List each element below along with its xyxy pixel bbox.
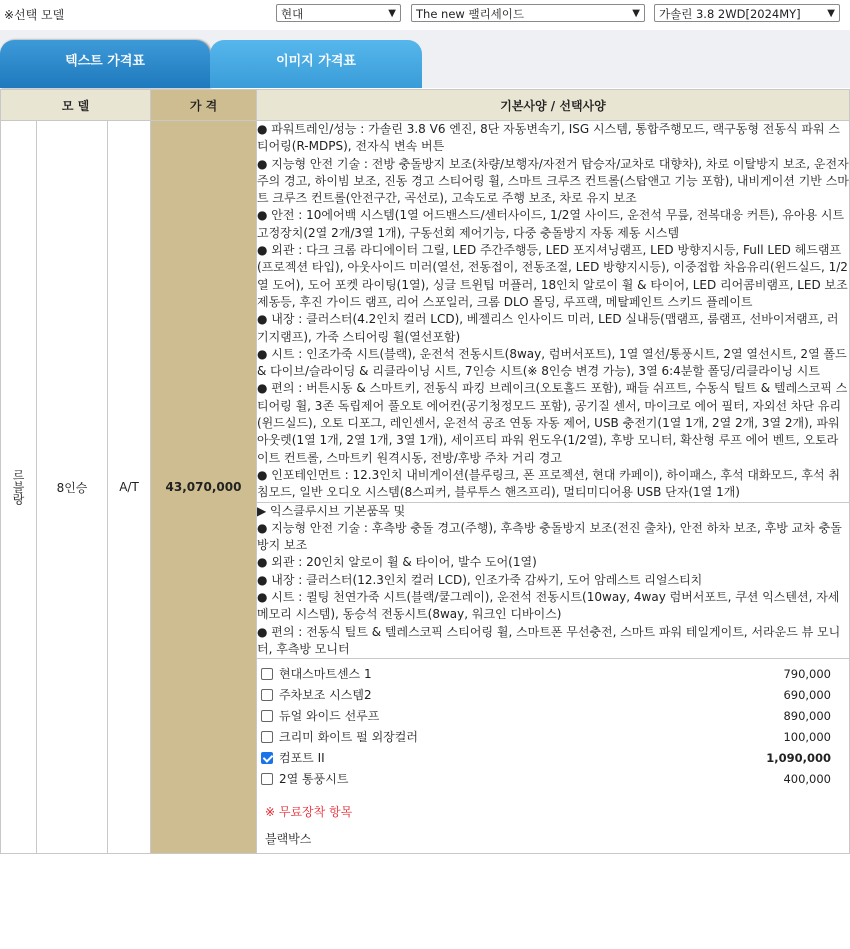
option-name: 2열 통풍시트 [279, 772, 349, 787]
spec-item: ● 파워트레인/성능 : 가솔린 3.8 V6 엔진, 8단 자동변속기, ISG 시스템, 통합주행모드, 랙구동형 전동식 파워 스티어링(R-MDPS), 전자식 변속 버튼 [257, 122, 840, 154]
option-item[interactable] [261, 747, 831, 768]
chevron-down-icon: ▼ [827, 8, 835, 19]
option-checkbox[interactable] [261, 689, 273, 701]
exclusive-spec-cell [257, 502, 850, 659]
brand-select-value: 현대 [281, 7, 304, 21]
spec-item: ▶ 익스클루시브 기본품목 및 [257, 503, 406, 518]
option-price: 690,000 [783, 687, 831, 702]
spec-item: ● 지능형 안전 기술 : 전방 충돌방지 보조(차량/보행자/자전거 탑승자/교차로 대향차), 차로 이탈방지 보조, 운전자 주의 경고, 하이빔 보조, 진동 경고 스티어링 휠, 스마트 크루즈 컨트롤(스탑앤고 기능 포함), 내비게이션 기반 스마트 크루즈 컨트롤(안전구간, 곡선로), 고속도로 주행 보조, 차로 유지 보조 [257, 156, 849, 206]
option-item[interactable] [261, 705, 831, 726]
option-price: 100,000 [783, 729, 831, 744]
price-header: 가 격 [151, 90, 257, 121]
table-row [1, 121, 850, 503]
option-item[interactable] [261, 768, 831, 789]
option-name: 컴포트 II [279, 751, 325, 766]
spec-item: ● 인포테인먼트 : 12.3인치 내비게이션(블루링크, 폰 프로젝션, 현대 카페이), 하이패스, 후석 대화모드, 후석 취침모드, 일반 오디오 시스템(8스피커, 블루투스 핸즈프리), 멀티미디어용 USB 단자(1열 1개) [257, 467, 840, 500]
chevron-down-icon: ▼ [388, 8, 396, 19]
price-cell [151, 121, 257, 854]
free-item: 블랙박스 [265, 832, 312, 847]
free-items [257, 793, 849, 853]
spec-item: ● 시트 : 인조가죽 시트(블랙), 운전석 전동시트(8way, 럼버서포트), 1열 열선/통풍시트, 2열 열선시트, 2열 폴드 & 다이브/슬라이딩 & 리클라이닝 시트, 7인승 시트(※ 8인승 변경 가능), 3열 6:4분할 폴딩/리클라이닝 시트 [257, 346, 847, 379]
spec-item: ● 시트 : 퀼팅 천연가죽 시트(블랙/쿨그레이), 운전석 전동시트(10way, 4way 럼버서포트, 쿠션 익스텐션, 자세 메모리 시스템), 동승석 전동시트(8way, 워크인 디바이스) [257, 590, 840, 622]
filter-label: ※선택 모델 [4, 8, 65, 22]
option-checkbox[interactable] [261, 731, 273, 743]
option-item[interactable] [261, 726, 831, 747]
spec-item: ● 내장 : 클러스터(12.3인치 컬러 LCD), 인조가죽 감싸기, 도어 암레스트 리얼스티치 [257, 572, 703, 587]
model-select[interactable] [411, 4, 645, 22]
option-checkbox-checked[interactable] [261, 752, 273, 764]
option-item[interactable] [261, 663, 831, 684]
free-items-title: ※ 무료장착 항목 [265, 805, 353, 820]
chevron-down-icon: ▼ [632, 8, 640, 19]
trim-name-cell [1, 121, 37, 854]
trim-select-value: 가솔린 3.8 2WD[2024MY] [659, 7, 801, 21]
model-select-value: The new 팰리세이드 [416, 7, 525, 21]
model-header: 모 델 [1, 90, 151, 121]
filter-bar [0, 0, 850, 30]
option-price: 890,000 [783, 708, 831, 723]
option-checkbox[interactable] [261, 668, 273, 680]
seats: 8인승 [56, 480, 88, 495]
option-price: 1,090,000 [766, 750, 831, 765]
trim-name: 르블랑 [11, 469, 25, 506]
spec-item: ● 내장 : 클러스터(4.2인치 컬러 LCD), 베젤리스 인사이드 미러, LED 실내등(맵램프, 룸램프, 선바이저램프, 러기지램프), 가죽 스티어링 휠(열선포함) [257, 312, 839, 344]
spec-item: ● 편의 : 버튼시동 & 스마트키, 전동식 파킹 브레이크(오토홀드 포함), 패들 쉬프트, 수동식 틸트 & 텔레스코픽 스티어링 휠, 3존 독립제어 풀오토 에어컨(공기청정모드 포함), 공기질 센서, 마이크로 에어 필터, 자외선 차단 유리(윈드실드), 오토 디포그, 레인센서, 운전석 공조 연동 자동 제어, USB 충전기(1열 1개, 2열 2개, 3열 2개), 파워 아웃렛(1열 1개, 2열 1개, 3열 1개), 세이프티 파워 윈도우(1/2열), 후방 모니터, 확산형 루프 에어 벤트, 오토라이트 컨트롤, 스마트키 원격시동, 전방/후방 주차 거리 경고 [257, 381, 848, 465]
seats-cell [37, 121, 108, 854]
option-item[interactable] [261, 684, 831, 705]
trim-select[interactable] [654, 4, 840, 22]
option-name: 현대스마트센스 1 [279, 667, 372, 682]
price-table [0, 89, 850, 854]
spec-item: ● 안전 : 10에어백 시스템(1열 어드밴스드/센터사이드, 1/2열 사이드, 운전석 무릎, 전복대응 커튼), 유아용 시트 고정장치(2열 2개/3열 1개), 구동선회 제어기능, 다중 충돌방지 자동 제동 시스템 [257, 208, 845, 240]
transmission: A/T [119, 480, 139, 495]
option-checkbox[interactable] [261, 710, 273, 722]
option-price: 400,000 [783, 771, 831, 786]
spec-item: ● 외관 : 다크 크롬 라디에이터 그릴, LED 주간주행등, LED 포지셔닝램프, LED 방향지시등, Full LED 헤드램프(프로젝션 타입), 아웃사이드 미러(열선, 전동접이, 전동조절, LED 방향지시등), 이중접합 차음유리(윈드실드, 1/2열 도어), 도어 포켓 라이팅(1열), 싱글 트윈팁 머플러, 18인치 알로이 휠 & 타이어, LED 리어콤비램프, LED 보조제동등, 후진 가이드 램프, 리어 스포일러, 크롬 DLO 몰딩, 루프랙, 메탈페인트 스키드 플레이트 [257, 243, 848, 309]
spec-item: ● 편의 : 전동식 틸트 & 텔레스코픽 스티어링 휠, 스마트폰 무선충전, 스마트 파워 테일게이트, 서라운드 뷰 모니터, 후측방 모니터 [257, 624, 841, 656]
tab-image-price[interactable]: 이미지 가격표 [210, 40, 422, 88]
option-name: 듀얼 와이드 선루프 [279, 709, 380, 724]
tab-bar [0, 30, 850, 88]
table-header-row [1, 90, 850, 121]
transmission-cell [108, 121, 151, 854]
option-name: 크리미 화이트 펄 외장컬러 [279, 730, 418, 745]
option-price: 790,000 [783, 666, 831, 681]
spec-item: ● 지능형 안전 기술 : 후측방 충돌 경고(주행), 후측방 충돌방지 보조(전진 출차), 안전 하차 보조, 후방 교차 충돌방지 보조 [257, 520, 842, 553]
options-list [257, 659, 849, 793]
option-checkbox[interactable] [261, 773, 273, 785]
price-value: 43,070,000 [165, 480, 242, 495]
basic-spec-cell [257, 121, 850, 503]
options-cell [257, 659, 850, 854]
spec-header: 기본사양 / 선택사양 [257, 90, 850, 121]
brand-select[interactable] [276, 4, 401, 22]
tab-text-price[interactable]: 텍스트 가격표 [0, 40, 210, 88]
spec-item: ● 외관 : 20인치 알로이 휠 & 타이어, 발수 도어(1열) [257, 555, 537, 570]
option-name: 주차보조 시스템2 [279, 688, 372, 703]
